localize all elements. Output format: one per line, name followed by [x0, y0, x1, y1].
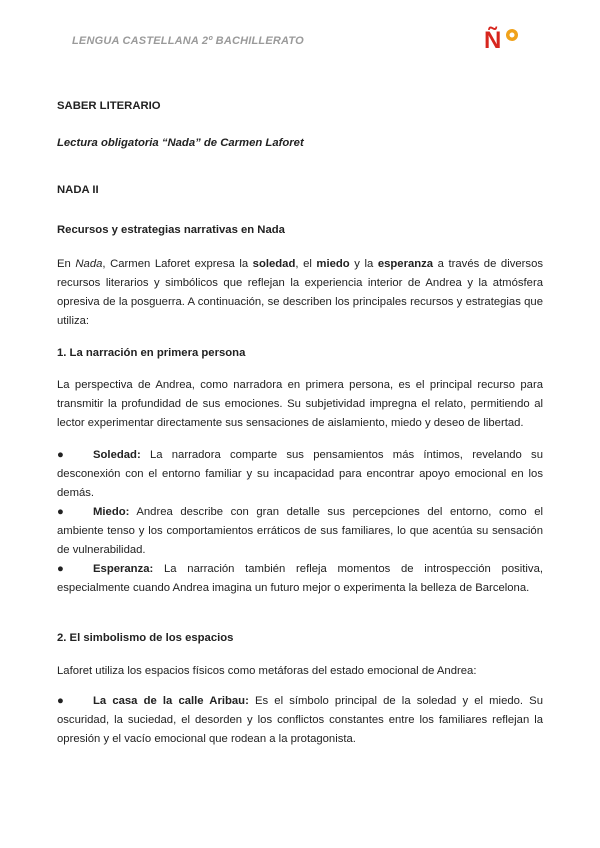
section2-heading: 2. El simbolismo de los espacios: [57, 632, 234, 644]
section1-heading: 1. La narración en primera persona: [57, 347, 246, 359]
unit-label: NADA II: [57, 184, 99, 196]
bullet-dot-icon: ●: [57, 563, 64, 575]
section1-paragraph: La perspectiva de Andrea, como narradora en primera persona, es el principal recurso para transmitir la profundidad de sus emociones. Su subjetividad impregna el relato, permitiendo al lector experimentar directamente sus sensaciones de aislamiento, miedo y deseo de libertad.: [57, 379, 543, 429]
main-heading: Recursos y estrategias narrativas en Nada: [57, 224, 285, 236]
bullet-dot-icon: ●: [57, 506, 64, 518]
logo-letter: Ñ: [484, 27, 502, 52]
reading-title: Lectura obligatoria “Nada” de Carmen Laforet: [57, 137, 304, 149]
bullet-esperanza: ● Esperanza: La narración también refleja momentos de introspección positiva, especialmente cuando Andrea imagina un futuro mejor o experimenta la belleza de Barcelona.: [57, 560, 543, 598]
section-label: SABER LITERARIO: [57, 100, 161, 112]
bullet-dot-icon: ●: [57, 695, 64, 707]
section2-paragraph: Laforet utiliza los espacios físicos como metáforas del estado emocional de Andrea:: [57, 665, 477, 677]
header-title: LENGUA CASTELLANA 2º BACHILLERATO: [72, 35, 304, 47]
bullet-casa-aribau: ● La casa de la calle Aribau: Es el símbolo principal de la soledad y el miedo. Su oscuridad, la suciedad, el desorden y los conflictos constantes entre los familiares reflejan la opresión y el vacío emocional que rodean a la protagonista.: [57, 692, 543, 749]
intro-paragraph: En Nada, Carmen Laforet expresa la soledad, el miedo y la esperanza a través de diversos recursos literarios y simbólicos que reflejan la experiencia interior de Andrea y la atmósfera opresiva de la posguerra. A continuación, se describen los principales recursos y estrategias que utiliza:: [57, 258, 544, 327]
bullet-dot-icon: ●: [57, 449, 64, 461]
logo-icon: [482, 24, 522, 52]
logo: [482, 24, 522, 52]
bullet-soledad: ● Soledad: La narradora comparte sus pensamientos más íntimos, revelando su desconexión con el entorno familiar y su incapacidad para encontrar apoyo emocional en los demás.: [57, 446, 543, 503]
bullet-miedo: ● Miedo: Andrea describe con gran detalle sus percepciones del entorno, como el ambiente tenso y los comportamientos erráticos de sus familiares, lo que acentúa su sensación de vulnerabilidad.: [57, 503, 543, 560]
